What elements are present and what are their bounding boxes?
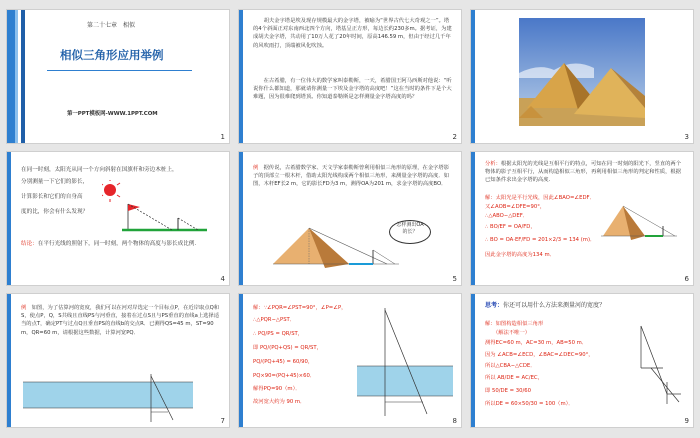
slide-accent-stripe bbox=[239, 294, 243, 427]
analysis-body: 根据太阳光的光线是互相平行的特点，可知在同一时刻的阳光下，竖直的两个物体的影子互相平行，从而构造相似三角形，再利用相似三角形的判定和性质，根据已知条件求出金字塔的高度. bbox=[485, 161, 682, 184]
slide-number: 7 bbox=[220, 417, 225, 425]
slide-accent-stripe bbox=[7, 152, 11, 285]
slide-thumbnail-3[interactable] bbox=[471, 10, 693, 143]
think-question bbox=[485, 302, 605, 310]
slide-thumbnail-5[interactable] bbox=[239, 152, 461, 285]
example-text bbox=[21, 304, 221, 337]
title-divider bbox=[47, 70, 192, 71]
slide-accent-stripe bbox=[7, 294, 11, 427]
slide-accent-stripe bbox=[15, 10, 18, 143]
example-body: 如图，为了估算河的宽度，我们可以在河对岸选定一个目标点P，在近岸取点Q和S，使点P，Q，S共线且直线PS与河垂直，接着在过点S且与PS垂直的直线a上选择适当的点T，确定PT与过点Q且垂直PS的直线b的交点R．已测得QS=45 m，ST=90 m，QR=60 m，请根据这些数据，计算河宽PQ． bbox=[21, 305, 220, 336]
solution-line: （解法不唯一） bbox=[493, 330, 531, 336]
think-label: 思考： bbox=[485, 302, 504, 309]
slide-accent-stripe bbox=[239, 10, 243, 143]
pyramid-shadow-diagram bbox=[269, 220, 409, 270]
solution-line: 故河宽大约为 90 m． bbox=[253, 399, 306, 405]
slide-paragraph: 在古希腊，有一位伟大的数学家叫泰勒斯，一天，希腊国王阿马西斯对他说：“听说你什么都知道，那就请你测量一下埃及金字塔的高度吧！”这在当时的条件下是个大难题，因为很难爬到塔顶。你知道泰勒斯是怎样测量金字塔高度的吗？ bbox=[253, 78, 452, 101]
solution-line: ∴△ABO∽△DEF． bbox=[485, 213, 529, 219]
flagpole-diagram bbox=[102, 180, 212, 238]
solution-line: PQ×90=(PQ+45)×60． bbox=[253, 373, 316, 379]
solution-line: 解得PQ=90（m）． bbox=[253, 386, 301, 392]
slide-text-line: 在同一时刻，太阳光从同一个方向斜射在国旗杆和旁边木桩上， bbox=[21, 167, 178, 173]
chapter-label: 第二十七章 相似 bbox=[87, 22, 136, 29]
slide-thumbnail-2[interactable] bbox=[239, 10, 461, 143]
bubble-text: 怎样测出OA的长？ bbox=[396, 222, 424, 235]
slide-paragraph: 胡夫金字塔是埃及现存规模最大的金字塔，被喻为“世界古代七大奇观之一”。塔的4个斜面正对东南西北四个方向，塔基呈正方形，每边长约230多m。据考证，为建成胡夫金字塔，共动用了10万人花了20年时间，原高146.59 m，但由于经过几千年的风吹雨打，顶端被风化吹蚀。 bbox=[253, 18, 452, 49]
triangle-diagram bbox=[621, 322, 683, 408]
solution-line: 即 50/DE = 30/60 bbox=[485, 388, 532, 394]
solution-line: ∴ PQ/PS = QR/ST， bbox=[253, 331, 304, 337]
example-label: 例 bbox=[253, 165, 259, 171]
slide-number: 4 bbox=[220, 275, 225, 283]
river-diagram bbox=[357, 306, 453, 418]
solution-line: PQ/(PQ+45) = 60/90， bbox=[253, 359, 314, 365]
solution-line: 因为 ∠ACB=∠ECD，∠BAC=∠DEC=90°， bbox=[485, 352, 594, 358]
slide-accent-stripe bbox=[471, 294, 475, 427]
solution-line: 即 PQ/(PQ+QS) = QR/ST， bbox=[253, 345, 322, 351]
slide-accent-stripe bbox=[239, 152, 243, 285]
slide-number: 1 bbox=[220, 133, 225, 141]
slide-number: 2 bbox=[452, 133, 457, 141]
slide-number: 3 bbox=[684, 133, 689, 141]
conclusion bbox=[21, 240, 219, 248]
slide-thumbnail-8[interactable] bbox=[239, 294, 461, 427]
analysis-text bbox=[485, 160, 685, 185]
slide-text-line: 计算影长和它们的自身高 bbox=[21, 194, 83, 200]
slide-accent-stripe bbox=[7, 10, 15, 143]
solution-line: 所以 AB/DE = AC/EC， bbox=[485, 375, 543, 381]
pyramid-diagram bbox=[599, 198, 679, 242]
slide-number: 9 bbox=[684, 417, 689, 425]
slide-text-line: 分别测量一下它们的影长， bbox=[21, 179, 89, 185]
example-label: 例 bbox=[21, 305, 27, 311]
conclusion-text: 在平行光线的照射下，同一时刻，两个物体的高度与影长成比例. bbox=[37, 241, 197, 247]
site-credit: 第一PPT模板网-WWW.1PPT.COM bbox=[67, 111, 158, 117]
think-text: 你还可以用什么方法来测量河的宽度？ bbox=[503, 302, 606, 309]
pyramids-photo bbox=[519, 18, 645, 126]
solution-line: ∴△PQR∽△PST． bbox=[253, 317, 296, 323]
example-text bbox=[253, 164, 453, 189]
solution-line: 又∠AOB=∠DFE=90°， bbox=[485, 204, 546, 210]
slide-thumbnail-7[interactable] bbox=[7, 294, 229, 427]
slide-accent-stripe bbox=[21, 10, 25, 143]
solution-line: 解：太阳光是平行光线，因此∠BAO=∠EDF． bbox=[485, 195, 595, 201]
solution-line: 解：∵∠PQR=∠PST=90°，∠P=∠P， bbox=[253, 305, 347, 311]
slide-title: 相似三角形应用举例 bbox=[60, 48, 164, 62]
slide-thumbnail-6[interactable] bbox=[471, 152, 693, 285]
slide-thumbnail-4[interactable] bbox=[7, 152, 229, 285]
solution-line: 因此金字塔的高度为134 m． bbox=[485, 252, 555, 258]
solution-line: 所以△CBA∽△CDE． bbox=[485, 363, 536, 369]
slide-number: 5 bbox=[452, 275, 457, 283]
slide-thumbnail-1[interactable] bbox=[7, 10, 229, 143]
solution-line: 测得EC=60 m，AC=30 m，AB=50 m． bbox=[485, 340, 588, 346]
analysis-label: 分析： bbox=[485, 161, 501, 167]
slide-thumbnail-9[interactable] bbox=[471, 294, 693, 427]
solution-line: ∴ BO = OA·EF/FD = 201×2/3 = 134 (m)． bbox=[485, 237, 596, 243]
solution-line: ∴ BO/EF = OA/FD， bbox=[485, 224, 536, 230]
solution-line: 所以DE = 60×50/30 = 100（m）． bbox=[485, 401, 574, 407]
river-diagram bbox=[23, 372, 193, 424]
slide-number: 8 bbox=[452, 417, 457, 425]
slide-accent-stripe bbox=[471, 152, 475, 285]
conclusion-label: 结论： bbox=[21, 241, 38, 247]
example-body: 据传说，古希腊数学家、天文学家泰勒斯曾利用相似三角形的原理，在金字塔影子的顶部立一根木杆，借助太阳光线构成两个相似三角形，来测量金字塔的高度．如图，木杆EF长2 m，它的影长FD为3 m，测得OA为201 m，求金字塔的高度BO． bbox=[253, 165, 450, 188]
slide-text-line: 度的比，你会有什么发现？ bbox=[21, 209, 89, 215]
solution-line: 解：如图构造相似三角形 bbox=[485, 321, 544, 327]
slide-accent-stripe bbox=[471, 10, 475, 143]
slide-number: 6 bbox=[684, 275, 689, 283]
